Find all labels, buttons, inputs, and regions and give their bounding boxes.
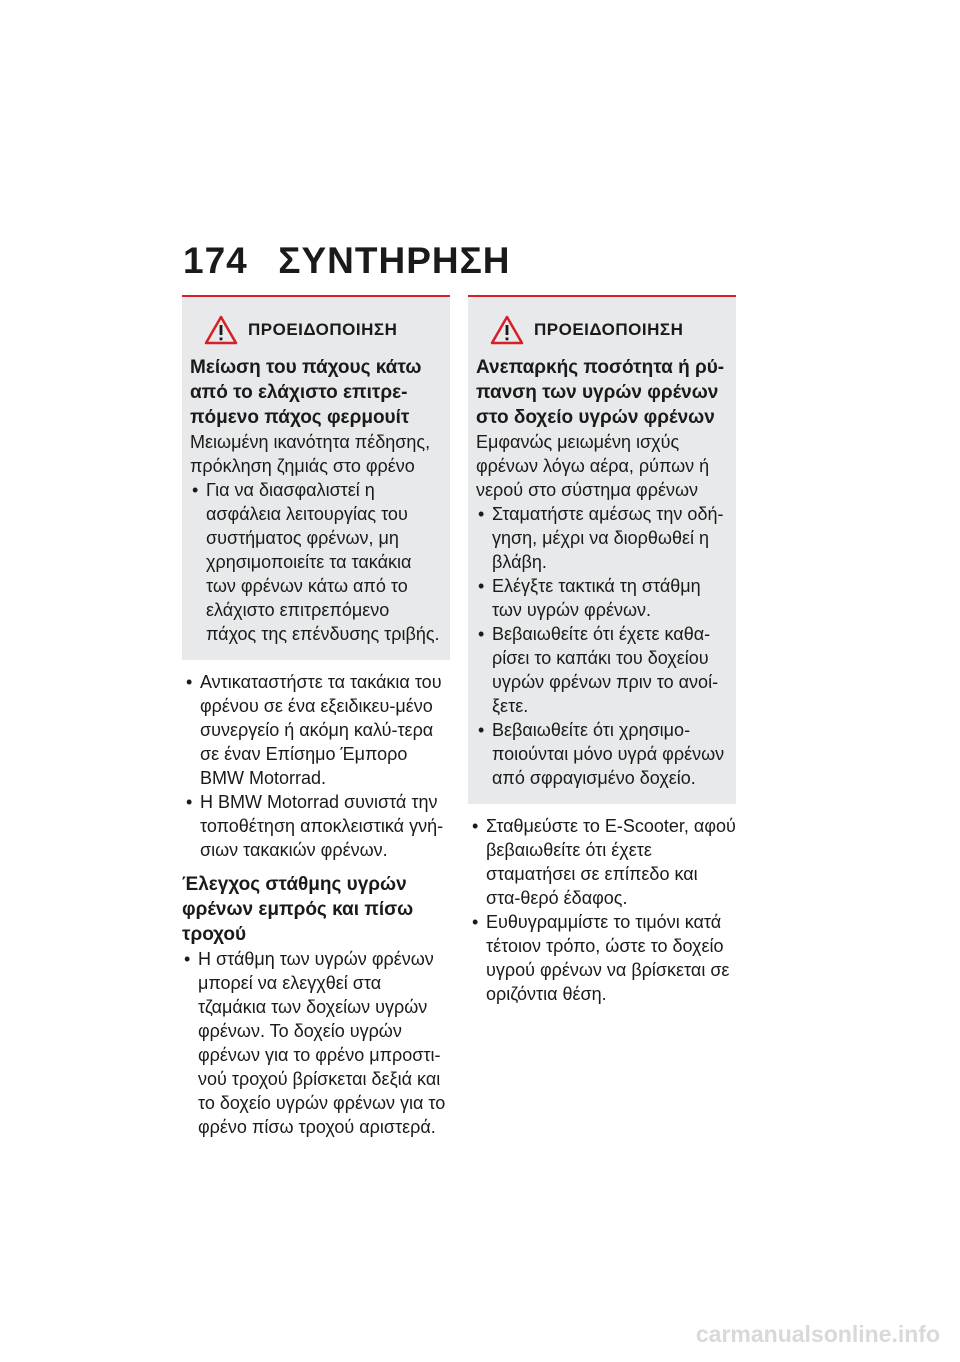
warning-title: Μείωση του πάχους κάτω από το ελάχιστο επιτρε-πόμενο πάχος φερμουίτ [190,357,422,428]
warning-triangle-icon [204,315,238,345]
list-item: • Αντικαταστήστε τα τακάκια του φρένου σε ένα εξειδικευ-μένο συνεργείο ή ακόμη καλύ-τερα σε έναν Επίσημο Έμπορο BMW Motorrad. [184,670,450,790]
list-item: • Σταματήστε αμέσως την οδή-γηση, μέχρι να διορθωθεί η βλάβη. [476,502,728,574]
warning-triangle-icon [490,315,524,345]
page-number: 174 [183,240,248,281]
list-item: • Σταθμεύστε το E-Scooter, αφού βεβαιωθείτε ότι έχετε σταματήσει σε επίπεδο και στα-θερό έδαφος. [470,814,736,910]
bullet-list [468,814,736,1006]
page-header [183,240,511,282]
watermark-text: carmanualsonline.info [695,1321,940,1347]
bullet-list [182,670,450,862]
watermark [696,1321,940,1348]
left-column [182,295,450,1139]
warning-title: Ανεπαρκής ποσότητα ή ρύ-πανση των υγρών φρένων στο δοχείο υγρών φρένων [476,357,725,428]
section-title: Έλεγχος στάθμης υγρών φρένων εμπρός και πίσω τροχού [182,874,414,945]
warning-label: ΠΡΟΕΙΔΟΠΟΙΗΣΗ [248,320,398,339]
right-column [468,295,736,1006]
warning-header [190,315,442,345]
list-item: • Για να διασφαλιστεί η ασφάλεια λειτουργίας του συστήματος φρένων, μη χρησιμοποιείτε τα τακάκια των φρένων κάτω από το ελάχιστο επιτρεπόμενο πάχος της επένδυσης τριβής. [190,478,442,646]
warning-label: ΠΡΟΕΙΔΟΠΟΙΗΣΗ [534,320,684,339]
warning-box-brake-pads [182,295,450,660]
list-item: • Βεβαιωθείτε ότι χρησιμο-ποιούνται μόνο υγρά φρένων από σφραγισμένο δοχείο. [476,718,728,790]
warning-box-brake-fluid [468,295,736,804]
list-item: • Ελέγξτε τακτικά τη στάθμη των υγρών φρένων. [476,574,728,622]
warning-text: Μειωμένη ικανότητα πέδησης, πρόκληση ζημιάς στο φρένο [190,432,431,476]
list-item: • Η στάθμη των υγρών φρένων μπορεί να ελεγχθεί στα τζαμάκια των δοχείων υγρών φρένων. Το δοχείο υγρών φρένων για το φρένο μπροστι-νού τροχού βρίσκεται δεξιά και το δοχείο υγρών φρένων για το φρένο πίσω τροχού αριστερά. [182,947,450,1139]
warning-header [476,315,728,345]
warning-bullets [476,502,728,790]
list-item: • Ευθυγραμμίστε το τιμόνι κατά τέτοιον τρόπο, ώστε το δοχείο υγρού φρένων να βρίσκεται σε οριζόντια θέση. [470,910,736,1006]
list-item: • Η BMW Motorrad συνιστά την τοποθέτηση αποκλειστικά γνή-σιων τακακιών φρένων. [184,790,450,862]
list-item: • Βεβαιωθείτε ότι έχετε καθα-ρίσει το καπάκι του δοχείου υγρών φρένων πριν το ανοί-ξετε. [476,622,728,718]
section-bullet-list [182,947,450,1139]
page-title: ΣΥΝΤΗΡΗΣΗ [278,240,511,281]
warning-text: Εμφανώς μειωμένη ισχύς φρένων λόγω αέρα, ρύπων ή νερού στο σύστημα φρένων [476,432,710,500]
warning-bullets [190,478,442,646]
